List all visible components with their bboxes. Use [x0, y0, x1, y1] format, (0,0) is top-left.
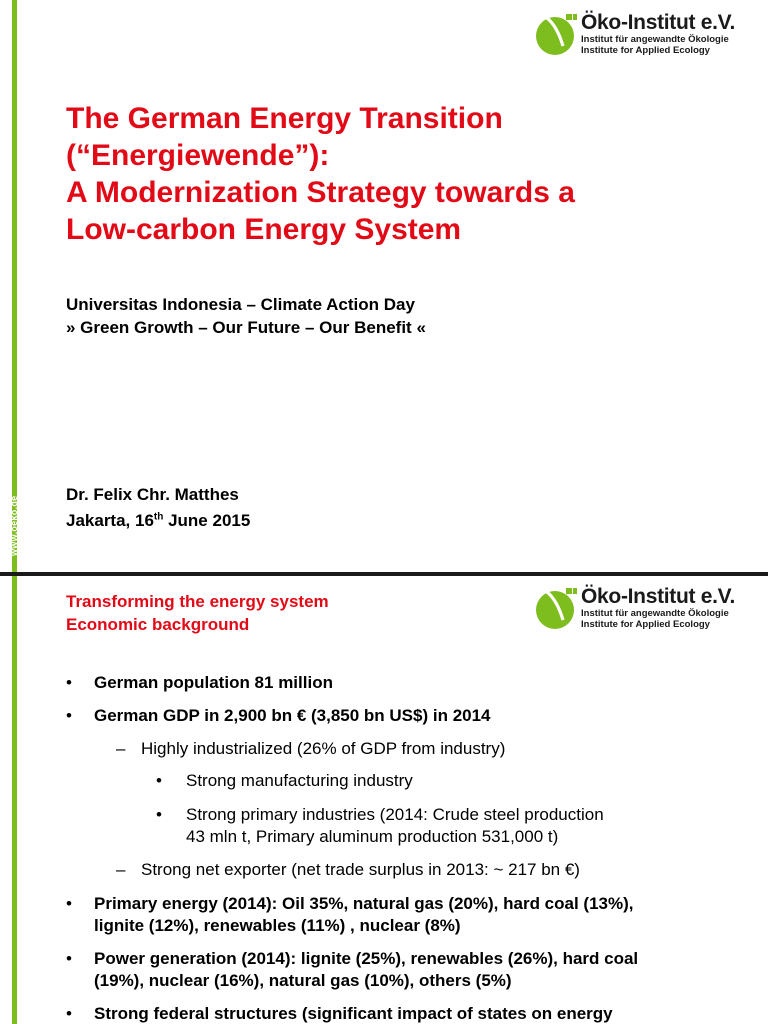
logo-name: Öko-Institut e.V.: [581, 585, 735, 608]
logo-mark-icon: [533, 12, 577, 56]
sub-sub-bullet-text: Strong manufacturing industry: [186, 771, 413, 790]
bullet-marker: •: [156, 805, 162, 824]
dash-marker: –: [116, 739, 126, 758]
date-ordinal: th: [153, 511, 164, 523]
bullet-marker: •: [66, 673, 72, 692]
bullet-marker: •: [66, 949, 72, 968]
sub-bullet-text: Strong net exporter (net trade surplus in 2013: ~ 217 bn €): [141, 860, 580, 879]
title-line: Economic background: [66, 615, 250, 634]
title-line: (“Energiewende”):: [66, 139, 330, 172]
sub-sub-bullet-text: Strong primary industries (2014: Crude steel production: [186, 805, 604, 824]
place-date-end: June 2015: [163, 511, 251, 530]
website-url: www.oeko.de: [9, 495, 19, 556]
place-date: [66, 508, 250, 534]
subtitle-line: » Green Growth – Our Future – Our Benefit «: [66, 318, 426, 337]
bullet-text-cont: lignite (12%), renewables (11%) , nuclear (8%): [94, 916, 461, 935]
content-slide: [0, 576, 768, 1024]
title-line: Transforming the energy system: [66, 592, 329, 611]
sub-sub-bullet-text-cont: 43 mln t, Primary aluminum production 531,000 t): [186, 827, 559, 846]
logo-tagline-de: Institut für angewandte Ökologie: [581, 608, 729, 619]
oeko-institut-logo: [533, 586, 735, 630]
logo-tagline-en: Institute for Applied Ecology: [581, 45, 710, 56]
slide-subtitle: [66, 293, 426, 339]
logo-tagline-de: Institut für angewandte Ökologie: [581, 34, 729, 45]
author-block: [66, 482, 250, 534]
oeko-institut-logo: [533, 12, 735, 56]
author-name: Dr. Felix Chr. Matthes: [66, 485, 239, 504]
bullet-marker: •: [66, 894, 72, 913]
slide-title: [66, 100, 706, 248]
sub-bullet-text: Highly industrialized (26% of GDP from industry): [141, 739, 506, 758]
subtitle-line: Universitas Indonesia – Climate Action Day: [66, 295, 415, 314]
bullet-marker: •: [156, 771, 162, 790]
bullet-text: Primary energy (2014): Oil 35%, natural gas (20%), hard coal (13%),: [94, 894, 634, 913]
bullet-marker: •: [66, 1004, 72, 1023]
bullet-text: Power generation (2014): lignite (25%), renewables (26%), hard coal: [94, 949, 639, 968]
logo-mark-icon: [533, 586, 577, 630]
left-accent-bar: [12, 576, 17, 1024]
place-date-main: Jakarta, 16: [66, 511, 154, 530]
slide-title: [66, 590, 329, 636]
title-line: A Modernization Strategy towards a: [66, 176, 575, 209]
logo-tagline-en: Institute for Applied Ecology: [581, 619, 710, 630]
bullet-text-cont: (19%), nuclear (16%), natural gas (10%), others (5%): [94, 971, 512, 990]
bullet-text: German GDP in 2,900 bn € (3,850 bn US$) in 2014: [94, 706, 491, 725]
bullet-text: Strong federal structures (significant impact of states on energy: [94, 1004, 613, 1023]
bullet-marker: •: [66, 706, 72, 725]
logo-name: Öko-Institut e.V.: [581, 11, 735, 34]
title-line: Low-carbon Energy System: [66, 213, 462, 246]
bullet-text: German population 81 million: [94, 673, 333, 692]
left-accent-bar: [12, 0, 17, 572]
dash-marker: –: [116, 860, 126, 879]
title-line: The German Energy Transition: [66, 102, 503, 135]
